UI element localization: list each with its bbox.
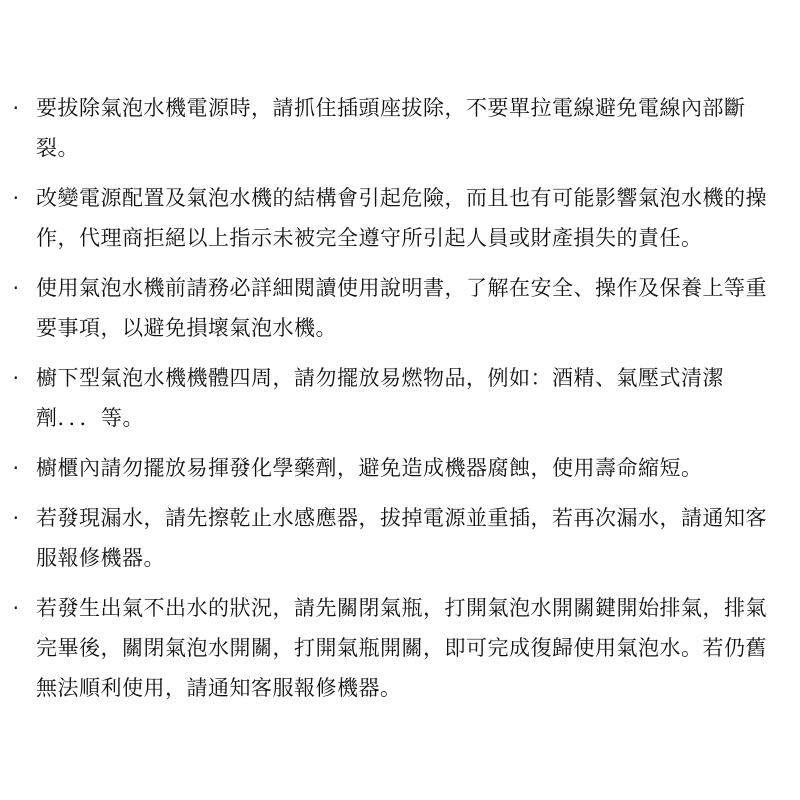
bullet-point: · [12,96,20,120]
notice-text: 若發生出氣不出水的狀況，請先關閉氣瓶，打開氣泡水開關鍵開始排氣，排氣完畢後，關閉氣泡水開關，打開氣瓶開關，即可完成復歸使用氣泡水。若仍舊無法順利使用，請通知客服報修機器。 [36,596,767,700]
notice-item-modification [0,178,800,258]
notice-text: 櫥下型氣泡水機機體四周，請勿擺放易燃物品，例如：酒精、氣壓式清潔劑．．．等。 [36,366,724,430]
notice-item-read-manual [0,268,800,348]
bullet-point: · [12,596,20,620]
safety-notice-list [0,88,800,718]
notice-item-chemicals [0,448,800,488]
notice-item-unplug [0,88,800,168]
notice-item-flammables [0,358,800,438]
notice-text: 使用氣泡水機前請務必詳細閱讀使用說明書，了解在安全、操作及保養上等重要事項，以避免損壞氣泡水機。 [36,276,767,340]
bullet-point: · [12,456,20,480]
bullet-point: · [12,366,20,390]
bullet-point: · [12,276,20,300]
notice-text: 改變電源配置及氣泡水機的結構會引起危險，而且也有可能影響氣泡水機的操作，代理商拒絕以上指示未被完全遵守所引起人員或財產損失的責任。 [36,186,767,250]
notice-item-gas-no-water [0,588,800,708]
notice-text: 要拔除氣泡水機電源時，請抓住插頭座拔除，不要單拉電線避免電線內部斷裂。 [36,96,746,160]
bullet-point: · [12,506,20,530]
notice-text: 若發現漏水，請先擦乾止水感應器，拔掉電源並重插，若再次漏水，請通知客服報修機器。 [36,506,767,570]
notice-text: 櫥櫃內請勿擺放易揮發化學藥劑，避免造成機器腐蝕，使用壽命縮短。 [36,456,703,480]
notice-item-leak [0,498,800,578]
bullet-point: · [12,186,20,210]
